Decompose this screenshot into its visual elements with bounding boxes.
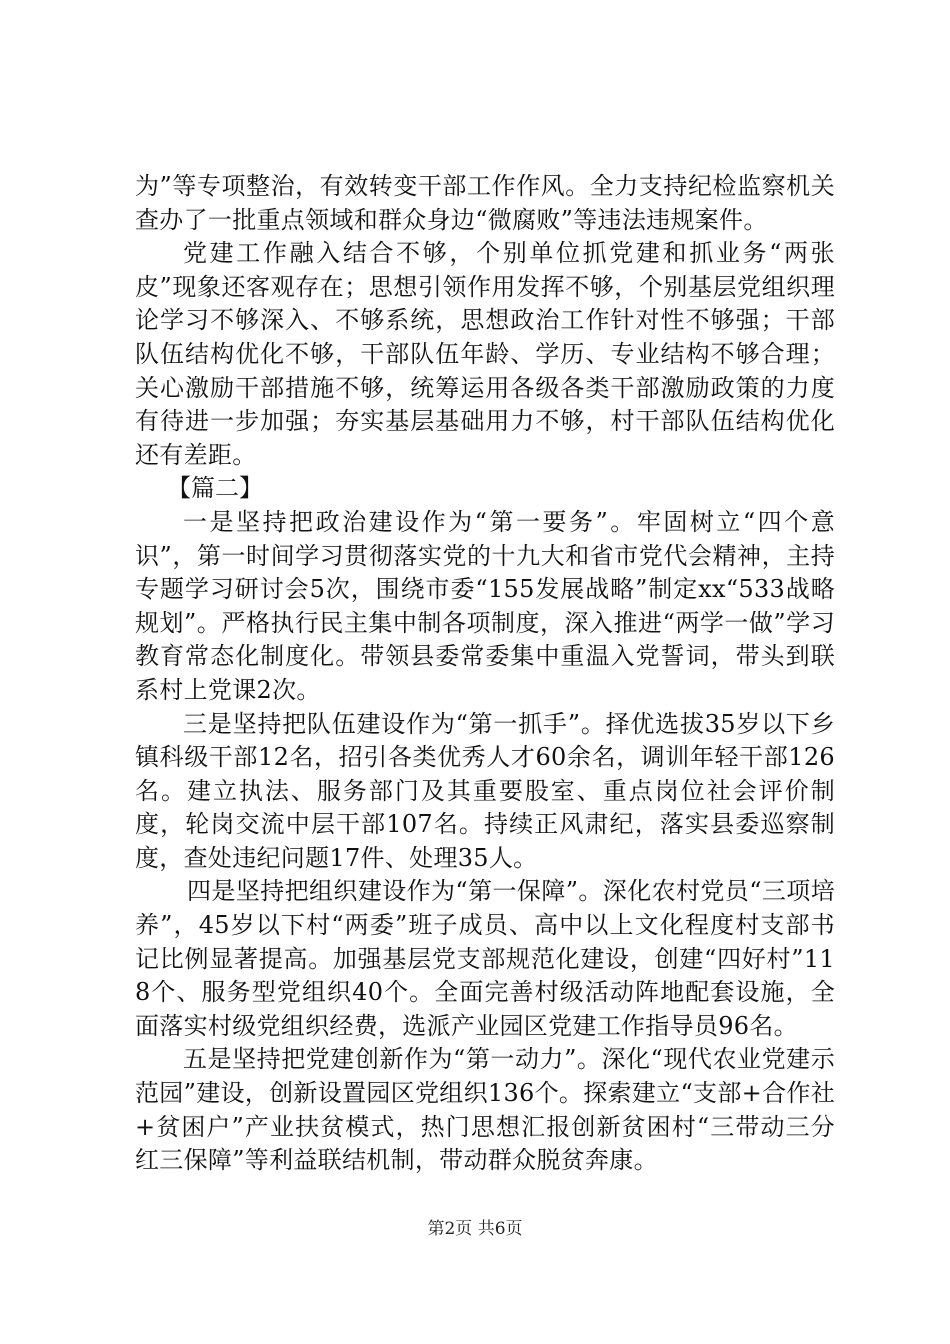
paragraph-shortcomings: 党建工作融入结合不够，个别单位抓党建和抓业务“两张皮”现象还客观存在；思想引领作用发挥不够，个别基层党组织理论学习不够深入、不够系统，思想政治工作针对性不够强；干部队伍结构优化不够，干部队伍年龄、学历、专业结构不够合理；关心激励干部措施不够，统筹运用各级各类干部激励政策的力度有待进一步加强；夯实基层基础用力不够，村干部队伍结构优化还有差距。: [135, 239, 835, 469]
section-heading-part-two: 【篇二】: [167, 474, 263, 503]
paragraph-continuation: 为”等专项整治，有效转变干部工作作风。全力支持纪检监察机关查办了一批重点领域和群众身边“微腐败”等违法违规案件。: [135, 172, 835, 234]
paragraph-team-building: 三是坚持把队伍建设作为“第一抓手”。择优选拔35岁以下乡镇科级干部12名，招引各类优秀人才60余名，调训年轻干部126名。建立执法、服务部门及其重要股室、重点岗位社会评价制度，轮岗交流中层干部107名。持续正风肃纪，落实县委巡察制度，查处违纪问题17件、处理35人。: [135, 709, 835, 872]
paragraph-innovation: 五是坚持把党建创新作为“第一动力”。深化“现代农业党建示范园”建设，创新设置园区党组织136个。探索建立“支部+合作社+贫困户”产业扶贫模式，热门思想汇报创新贫困村“三带动三分红三保障”等利益联结机制，带动群众脱贫奔康。: [135, 1045, 835, 1175]
page-number-footer: 第2页 共6页: [427, 1219, 523, 1239]
document-body: [135, 170, 835, 1178]
paragraph-organization-building: 四是坚持把组织建设作为“第一保障”。深化农村党员“三项培养”，45岁以下村“两委”班子成员、高中以上文化程度村支部书记比例显著提高。加强基层党支部规范化建设，创建“四好村”118个、服务型党组织40个。全面完善村级活动阵地配套设施，全面落实村级党组织经费，选派产业园区党建工作指导员96名。: [135, 877, 835, 1040]
paragraph-political-building: 一是坚持把政治建设作为“第一要务”。牢固树立“四个意识”，第一时间学习贯彻落实党的十九大和省市党代会精神，主持专题学习研讨会5次，围绕市委“155发展战略”制定xx“533战略规划”。严格执行民主集中制各项制度，深入推进“两学一做”学习教育常态化制度化。带领县委常委集中重温入党誓词，带头到联系村上党课2次。: [135, 507, 835, 704]
